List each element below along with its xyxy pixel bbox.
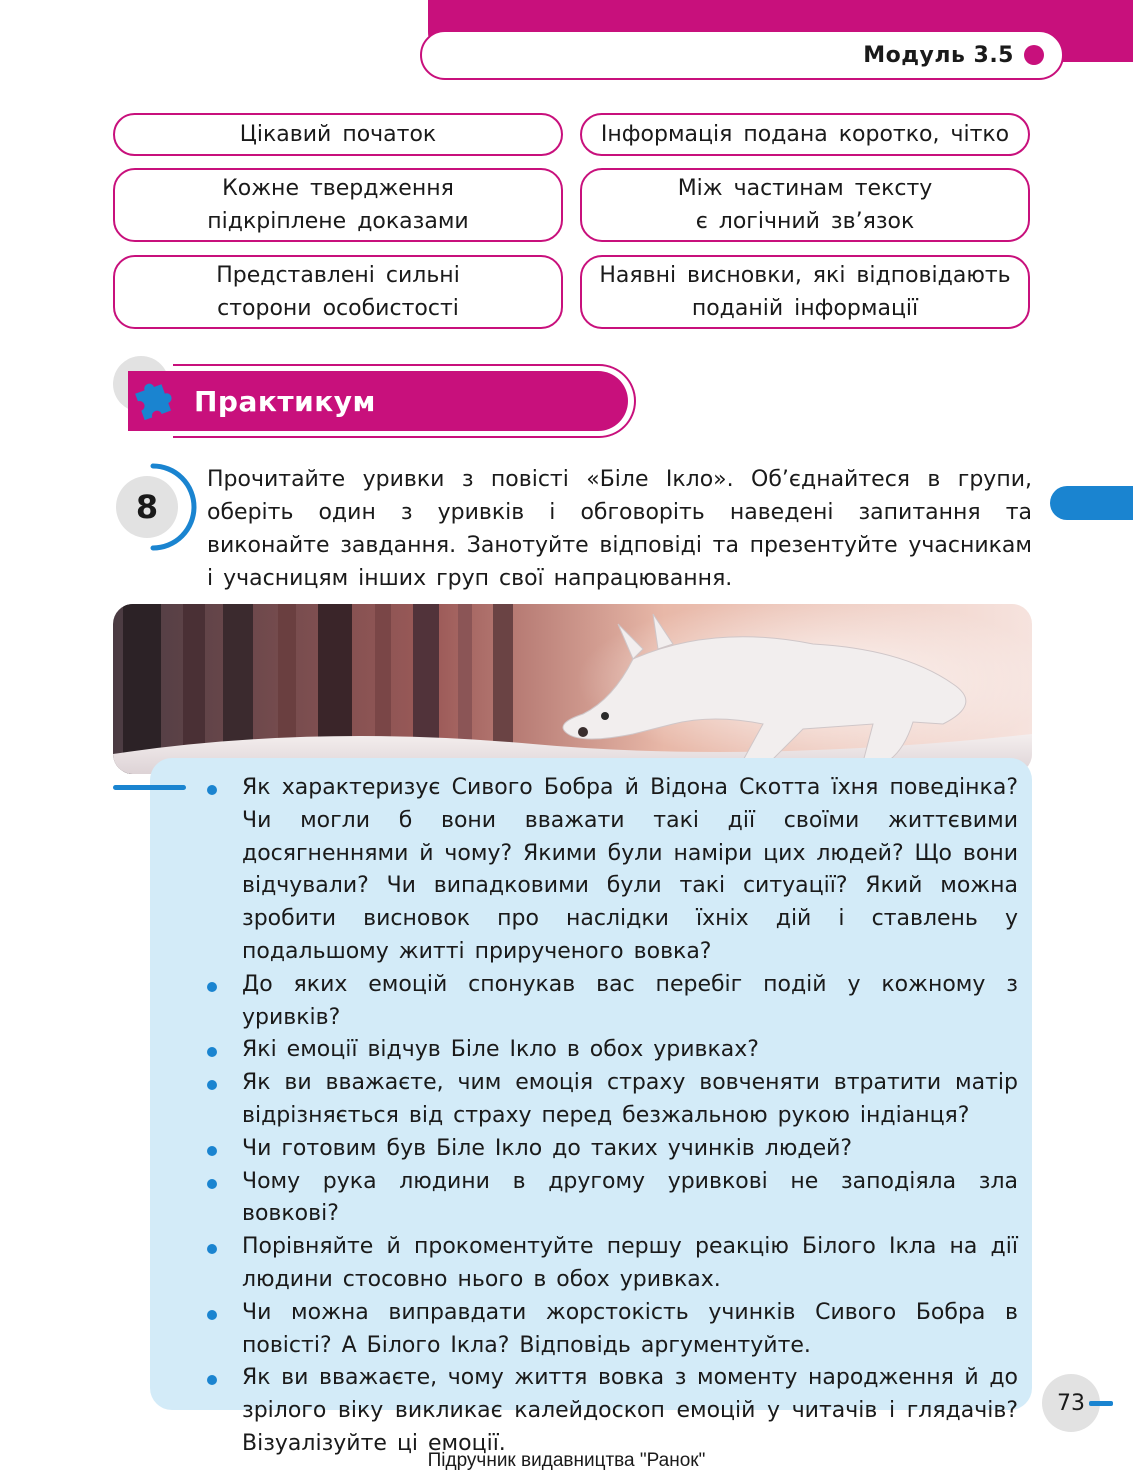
criterion-box: Наявні висновки, які відповідають поданій інформації: [580, 255, 1030, 329]
list-item: [207, 1067, 1018, 1133]
question-text: До яких емоцій спонукав вас перебіг подій у кожному з уривків?: [242, 971, 1018, 1030]
module-dot-icon: [1024, 45, 1044, 65]
module-badge: [420, 30, 1064, 80]
page-number-dash: [1089, 1401, 1113, 1406]
list-item: [207, 772, 1018, 969]
question-text: Які емоції відчув Біле Ікло в обох уривках?: [242, 1037, 759, 1063]
criterion-box: Цікавий початок: [113, 113, 563, 156]
bullet-icon: [207, 1244, 217, 1254]
bullet-icon: [207, 1375, 217, 1385]
section-header: [128, 371, 628, 431]
side-tab: [1050, 486, 1133, 520]
list-item: [207, 1297, 1018, 1363]
bullet-icon: [207, 1146, 217, 1156]
puzzle-icon: [126, 372, 180, 426]
question-text: Як характеризує Сивого Бобра й Відона Скотта їхня поведінка? Чи могли б вони вважати такі дії своїми життєвими досягненнями й чому? Якими були наміри цих людей? Що вони відчували? Чи випадковими були такі ситуації? Який можна зробити висновок про наслідки їхніх дій і ставлень у подальшому житті прирученого вовка?: [242, 775, 1018, 964]
criterion-box: Між частинам тексту є логічний зв’язок: [580, 168, 1030, 242]
list-item: [207, 1166, 1018, 1232]
question-text: Як ви вважаєте, чим емоція страху вовченяти втратити матір відрізняється від страху перед безжальною рукою індіанця?: [242, 1070, 1018, 1128]
question-text: Чи готовим був Біле Ікло до таких учинків людей?: [242, 1135, 853, 1161]
task-text: Прочитайте уривки з повісті «Біле Ікло». Об’єднайтеся в групи, оберіть один з уривків і обговоріть наведені запитання та виконайте завдання. Занотуйте відповіді та презентуйте учасникам і учасницям інших груп свої напрацювання.: [207, 467, 1032, 591]
bullet-icon: [207, 1047, 217, 1057]
bullet-icon: [207, 1080, 217, 1090]
criterion-box: Представлені сильні сторони особистості: [113, 255, 563, 329]
publisher-footer: Підручник видавництва "Ранок": [427, 1450, 706, 1471]
list-item: [207, 1231, 1018, 1297]
questions-dash: [113, 785, 186, 790]
questions-list: [207, 772, 1018, 1461]
bullet-icon: [207, 1179, 217, 1189]
list-item: [207, 1362, 1018, 1460]
question-text: Як ви вважаєте, чому життя вовка з моменту народження й до зрілого віку викликає калейдоскоп емоцій у читачів і глядачів? Візуалізуйте ці емоції.: [242, 1365, 1018, 1456]
white-wolf-image: [113, 604, 1032, 774]
page-number: 73: [1042, 1374, 1100, 1432]
list-item: [207, 1034, 1018, 1067]
task-number: 8: [116, 476, 178, 538]
question-text: Порівняйте й прокоментуйте першу реакцію Білого Ікла на дії людини стосовно нього в обох уривках.: [242, 1234, 1018, 1292]
module-label: Модуль 3.5: [863, 42, 1014, 68]
criterion-box: Інформація подана коротко, чітко: [580, 113, 1030, 156]
bullet-icon: [207, 785, 217, 795]
bullet-icon: [207, 1310, 217, 1320]
criterion-box: Кожне твердження підкріплене доказами: [113, 168, 563, 242]
list-item: [207, 969, 1018, 1035]
list-item: [207, 1133, 1018, 1166]
question-text: Чому рука людини в другому уривкові не заподіяла зла вовкові?: [242, 1168, 1018, 1227]
question-text: Чи можна виправдати жорстокість учинків Сивого Бобра в повісті? А Білого Ікла? Відповідь аргументуйте.: [242, 1299, 1018, 1358]
section-title: Практикум: [194, 384, 376, 418]
bullet-icon: [207, 982, 217, 992]
